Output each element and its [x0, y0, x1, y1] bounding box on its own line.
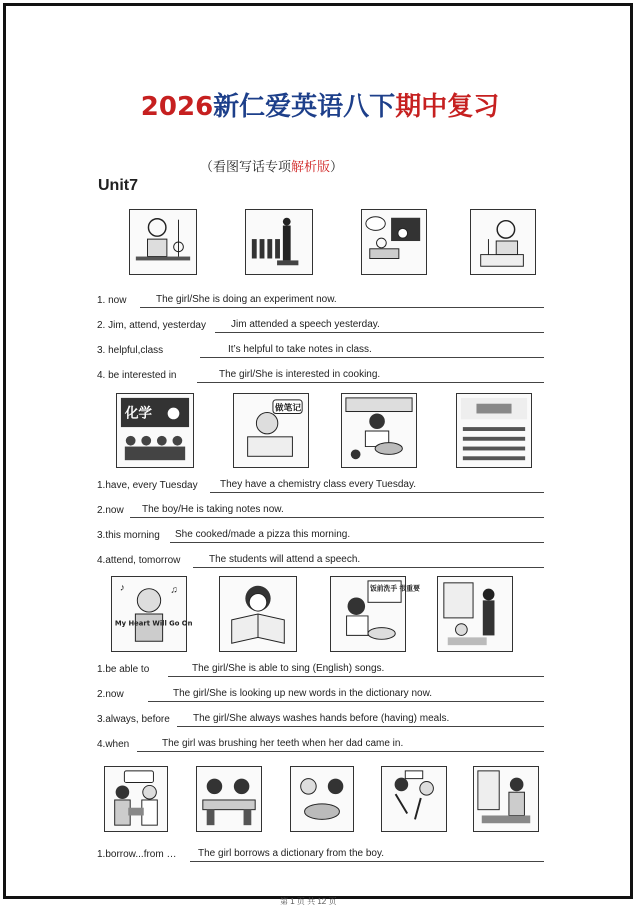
speech-audience-image — [245, 209, 313, 275]
girl-washing-hands-image — [330, 576, 420, 652]
s1-row-2-prompt: 2. Jim, attend, yesterday — [97, 320, 206, 331]
kids-eating-pizza-image — [290, 766, 354, 832]
s1-row-1-prompt: 1. now — [97, 295, 127, 306]
s3-row-3-prompt: 3.always, before — [97, 714, 170, 725]
s2-row-4-prompt: 4.attend, tomorrow — [97, 555, 181, 566]
girl-singing-image — [111, 576, 193, 652]
s2-row-2-answer: The boy/He is taking notes now. — [130, 504, 544, 518]
kids-playing-image — [381, 766, 447, 832]
girl-reading-dictionary-image — [219, 576, 297, 652]
subtitle: （看图写话专项解析版） — [200, 160, 344, 175]
s2-row-3-answer: She cooked/made a pizza this morning. — [170, 529, 544, 543]
unit-heading: Unit7 — [98, 177, 138, 194]
s1-row-4-answer: The girl/She is interested in cooking. — [197, 369, 544, 383]
s3-row-1-prompt: 1.be able to — [97, 664, 150, 675]
classroom-teacher-image — [361, 209, 427, 275]
s3-row-2-prompt: 2.now — [97, 689, 124, 700]
s1-row-2-answer: Jim attended a speech yesterday. — [215, 319, 544, 333]
family-at-home-image — [473, 766, 539, 832]
s1-row-3-prompt: 3. helpful,class — [97, 345, 164, 356]
s2-row-1-prompt: 1.have, every Tuesday — [97, 480, 198, 491]
chemistry-class-image — [116, 393, 194, 468]
lecture-hall-image — [456, 393, 532, 468]
s3-row-1-answer: The girl/She is able to sing (English) songs. — [168, 663, 544, 677]
page-footer: 第 1 页 共 12 页 — [280, 897, 337, 906]
s1-row-3-answer: It’s helpful to take notes in class. — [200, 344, 544, 358]
svg-text:化学: 化学 — [124, 405, 153, 422]
svg-text:♪: ♪ — [119, 582, 125, 594]
s2-row-1-answer: They have a chemistry class every Tuesday. — [210, 479, 544, 493]
s1-row-4-prompt: 4. be interested in — [97, 370, 177, 381]
page-title: 2026新仁爱英语八下期中复习 — [140, 92, 500, 122]
svg-text:♫: ♫ — [170, 584, 178, 596]
s1-row-1-answer: The girl/She is doing an experiment now. — [140, 294, 544, 308]
borrow-dictionary-image — [104, 766, 168, 832]
s3-row-2-answer: The girl/She is looking up new words in the dictionary now. — [148, 688, 544, 702]
girl-lab-experiment-image — [129, 209, 197, 275]
page-border — [3, 3, 633, 899]
svg-text:My Heart Will Go On: My Heart Will Go On — [114, 619, 193, 628]
s2-row-4-answer: The students will attend a speech. — [193, 554, 544, 568]
s2-row-3-prompt: 3.this morning — [97, 530, 160, 541]
svg-text:做笔记: 做笔记 — [274, 403, 302, 414]
kids-at-table-image — [196, 766, 262, 832]
s2-row-2-prompt: 2.now — [97, 505, 124, 516]
s3-row-4-answer: The girl was brushing her teeth when her dad came in. — [137, 738, 544, 752]
woman-making-pizza-image — [341, 393, 417, 468]
s3-row-4-prompt: 4.when — [97, 739, 130, 750]
s3-row-3-answer: The girl/She always washes hands before (having) meals. — [177, 713, 544, 727]
girl-brushing-teeth-image — [437, 576, 513, 652]
girl-cooking-image — [470, 209, 536, 275]
boy-taking-notes-image — [233, 393, 309, 468]
s4-row-1-prompt: 1.borrow...from … — [97, 849, 177, 860]
svg-text:饭前洗手 很重要: 饭前洗手 很重要 — [369, 584, 420, 593]
s4-row-1-answer: The girl borrows a dictionary from the boy. — [190, 848, 544, 862]
